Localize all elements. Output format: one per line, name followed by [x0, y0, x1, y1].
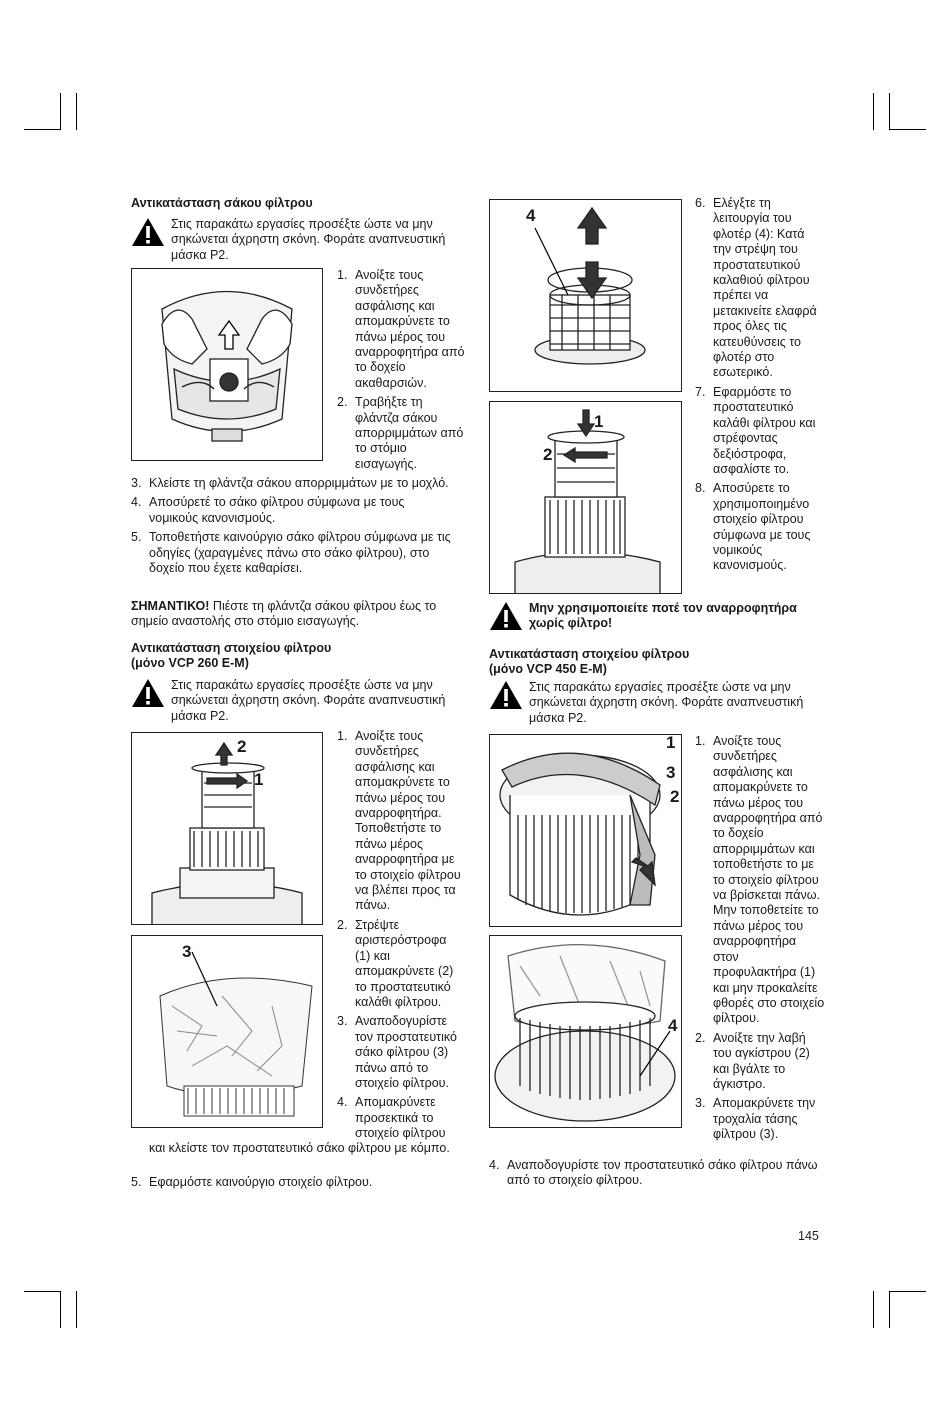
step-list	[695, 196, 825, 578]
list-item: 8. Αποσύρετε το χρησιμοποιημένο στοιχείο φίλτρου σύμφωνα με τους νομικούς κανονισμούς.	[695, 481, 811, 573]
callout-number: 2	[670, 787, 680, 806]
warning-triangle-icon	[131, 217, 165, 247]
step-list	[489, 1158, 819, 1193]
list-item: 4. Αποσύρετέ το σάκο φίλτρου σύμφωνα με τους νομικούς κανονισμούς.	[131, 495, 405, 525]
list-item: 5. Εφαρμόστε καινούργιο στοιχείο φίλτρου.	[131, 1175, 373, 1189]
list-item: 3. Κλείστε τη φλάντζα σάκου απορριμμάτων με το μοχλό.	[131, 476, 449, 490]
figure-hook-handle	[489, 734, 682, 927]
page-number: 145	[798, 1229, 819, 1243]
list-item: 2. Στρέψτε αριστερόστροφα (1) και απομακρύνετε (2) το προστατευτικό καλάθι φίλτρου.	[337, 917, 454, 1009]
section-heading: Αντικατάσταση στοιχείου φίλτρου (μόνο VCP 260 E-M)	[131, 641, 332, 670]
list-item: 3. Απομακρύνετε την τροχαλία τάσης φίλτρου (3).	[695, 1096, 816, 1142]
section-heading: Αντικατάσταση σάκου φίλτρου	[131, 196, 313, 210]
warning-text: Μην χρησιμοποιείτε ποτέ τον αναρροφητήρα χωρίς φίλτρο!	[529, 601, 797, 631]
list-item: 1. Ανοίξτε τους συνδετήρες ασφάλισης και απομακρύνετε το πάνω μέρος του αναρροφητήρα από το δοχείο απορριμμάτων και τοποθετήστε το με το στοιχείο φίλτρου να βρίσκεται πάνω. Μην τοποθετείτε το πάνω μέρος του αναρροφητήρα στον προφυλακτήρα (1) και μην προκαλείτε φθορές στο στοιχείο φίλτρου.	[695, 734, 825, 1026]
warning-block	[489, 680, 819, 726]
danger-warning-block	[489, 601, 819, 632]
step-list	[131, 476, 451, 580]
figure-basket-fit	[489, 401, 682, 594]
callout-number: 4	[668, 1016, 678, 1035]
figure-protective-bag	[131, 935, 323, 1128]
list-item: 1. Ανοίξτε τους συνδετήρες ασφάλισης και απομακρύνετε το πάνω μέρος του αναρροφητήρα από το δοχείο ακαθαρσιών.	[337, 268, 465, 390]
section-heading: Αντικατάσταση στοιχείου φίλτρου (μόνο VCP 450 E-M)	[489, 647, 690, 676]
callout-number: 1	[666, 734, 676, 752]
callout-number: 4	[526, 206, 536, 225]
list-item: 2. Ανοίξτε την λαβή του αγκίστρου (2) και βγάλτε το άγκιστρο.	[695, 1030, 810, 1091]
callout-number: 2	[543, 445, 553, 464]
list-item: 3. Αναποδογυρίστε τον προστατευτικό σάκο φίλτρου (3) πάνω από το στοιχείο φίλτρου.	[337, 1014, 457, 1090]
list-item: 4. Απομακρύνετε προσεκτικά το στοιχείο φίλτρου	[337, 1095, 446, 1141]
callout-number: 3	[666, 763, 676, 782]
list-item: 6. Ελέγξτε τη λειτουργία του φλοτέρ (4): Κατά την στρέψη του προστατευτικού καλαθιού φίλτρου πρέπει να μετακινείτε ελαφρά προς όλες τις κατευθύνσεις το φλοτέρ στο εσωτερικό.	[695, 196, 817, 380]
list-item: 2. Τραβήξτε τη φλάντζα σάκου απορριμμάτων από το στόμιο εισαγωγής.	[337, 395, 464, 471]
warning-text: Στις παρακάτω εργασίες προσέξτε ώστε να μην σηκώνεται άχρηστη σκόνη. Φοράτε αναπνευστική μάσκα Ρ2.	[171, 217, 446, 262]
step-list	[695, 734, 825, 1147]
warning-block	[131, 217, 451, 263]
step-list	[337, 268, 467, 476]
callout-number: 1	[594, 412, 604, 431]
list-item: 7. Εφαρμόστε το προστατευτικό καλάθι φίλτρου και στρέφοντας δεξιόστροφα, ασφαλίστε το.	[695, 384, 816, 476]
list-item: 5. Τοποθετήστε καινούργιο σάκο φίλτρου σύμφωνα με τις οδηγίες (χαραγμένες πάνω στο σάκο φίλτρου), στο δοχείο που έχετε καθαρίσει.	[131, 530, 451, 576]
warning-text: Στις παρακάτω εργασίες προσέξτε ώστε να μην σηκώνεται άχρηστη σκόνη. Φοράτε αναπνευστική μάσκα Ρ2.	[529, 680, 804, 725]
callout-number: 3	[182, 942, 192, 961]
figure-basket-removal	[131, 732, 323, 925]
warning-text: Στις παρακάτω εργασίες προσέξτε ώστε να μην σηκώνεται άχρηστη σκόνη. Φοράτε αναπνευστική μάσκα Ρ2.	[171, 678, 446, 723]
list-item: 4. Αναποδογυρίστε τον προστατευτικό σάκο φίλτρου πάνω από το στοιχείο φίλτρου.	[489, 1158, 818, 1188]
callout-number: 1	[254, 770, 264, 789]
warning-triangle-icon	[489, 680, 523, 710]
step-continuation: και κλείστε τον προστατευτικό σάκο φίλτρου με κόμπο.	[149, 1141, 450, 1155]
warning-block	[131, 678, 451, 724]
note-paragraph: ΣΗΜΑΝΤΙΚΟ! Πιέστε τη φλάντζα σάκου φίλτρου έως το σημείο αναστολής στο στόμιο εισαγωγής.	[131, 599, 437, 629]
step-list	[337, 729, 465, 1146]
warning-triangle-icon	[131, 678, 165, 708]
list-item: 1. Ανοίξτε τους συνδετήρες ασφάλισης και απομακρύνετε το πάνω μέρος του αναρροφητήρα. Τοποθετήστε το πάνω μέρος αναρροφητήρα με το στοιχείο φίλτρου να βλέπει προς τα πάνω.	[337, 729, 461, 913]
callout-number: 2	[237, 737, 247, 756]
figure-float-check	[489, 199, 682, 392]
step-list	[131, 1175, 451, 1194]
warning-triangle-icon	[489, 601, 523, 631]
figure-protective-bag-450	[489, 935, 682, 1128]
figure-bag-removal	[131, 268, 323, 461]
